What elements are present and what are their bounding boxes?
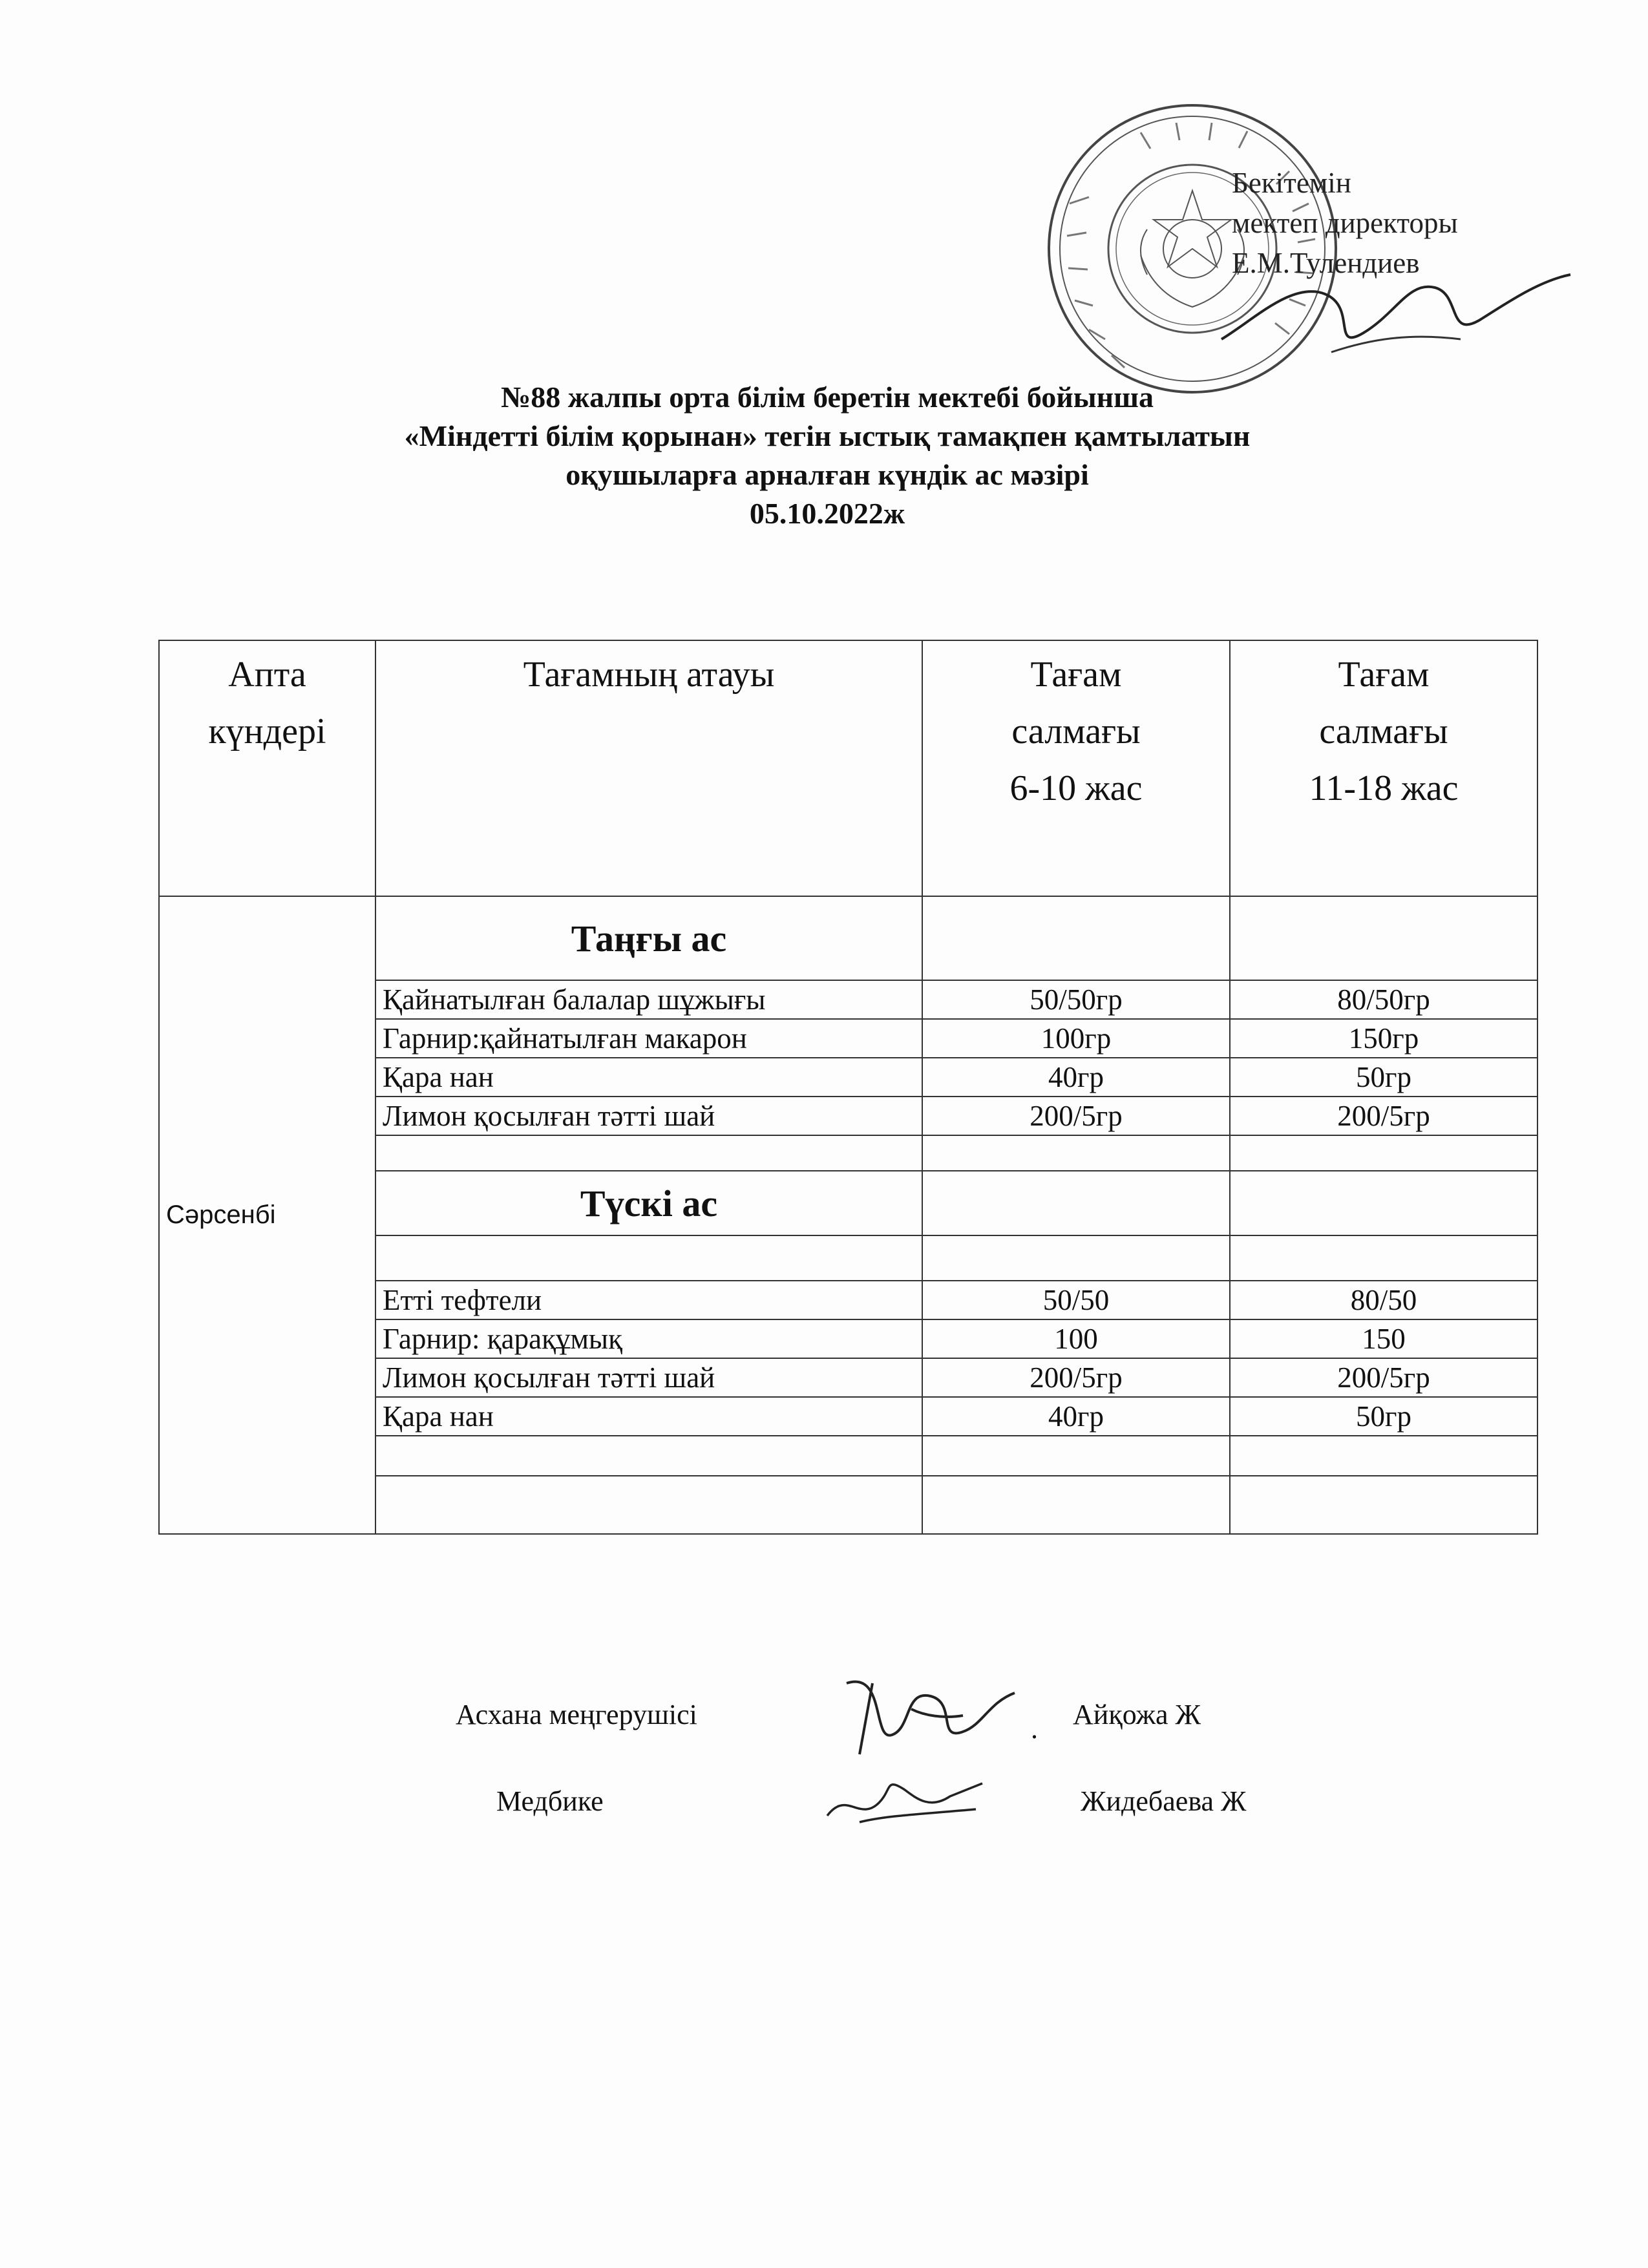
weight-11-18: 150 xyxy=(1230,1319,1537,1358)
dish-name: Гарнир:қайнатылған макарон xyxy=(375,1019,922,1058)
breakfast-title-row xyxy=(159,896,1537,980)
empty-cell xyxy=(922,1171,1230,1235)
header-w2-line1: Тағам xyxy=(1338,655,1430,695)
empty-cell xyxy=(1230,1476,1537,1534)
empty-cell xyxy=(922,1235,1230,1281)
menu-table xyxy=(158,640,1538,1535)
empty-cell xyxy=(375,1436,922,1476)
weight-6-10: 50/50 xyxy=(922,1281,1230,1319)
empty-cell xyxy=(375,1476,922,1534)
header-weight-11-18 xyxy=(1230,640,1537,896)
weight-6-10: 50/50гр xyxy=(922,980,1230,1019)
empty-cell xyxy=(375,1235,922,1281)
day-cell: Сәрсенбі xyxy=(159,896,375,1534)
separator-dot: . xyxy=(1031,1713,1038,1745)
empty-cell xyxy=(1230,896,1537,980)
empty-cell xyxy=(1230,1171,1537,1235)
header-w1-line1: Тағам xyxy=(1030,655,1122,695)
title-line-1: №88 жалпы орта білім беретін мектебі бойынша xyxy=(501,381,1154,414)
empty-cell xyxy=(375,1135,922,1171)
kitchen-head-role: Асхана меңгерушісі xyxy=(456,1699,697,1730)
weight-11-18: 50гр xyxy=(1230,1397,1537,1436)
header-w2-line2: салмағы xyxy=(1319,711,1448,751)
weight-11-18: 80/50 xyxy=(1230,1281,1537,1319)
empty-cell xyxy=(922,1135,1230,1171)
weight-6-10: 200/5гр xyxy=(922,1097,1230,1135)
empty-cell xyxy=(922,896,1230,980)
empty-cell xyxy=(1230,1235,1537,1281)
empty-cell xyxy=(1230,1135,1537,1171)
dish-name: Етті тефтели xyxy=(375,1281,922,1319)
header-day xyxy=(159,640,375,896)
kitchen-head-signature xyxy=(834,1664,1021,1761)
empty-cell xyxy=(922,1436,1230,1476)
weight-11-18: 80/50гр xyxy=(1230,980,1537,1019)
director-signature xyxy=(1215,242,1577,372)
dish-name: Гарнир: қарақұмық xyxy=(375,1319,922,1358)
weight-6-10: 100гр xyxy=(922,1019,1230,1058)
document-title xyxy=(194,378,1461,533)
title-line-3: оқушыларға арналған күндік ас мәзірі xyxy=(565,458,1089,491)
weight-6-10: 40гр xyxy=(922,1397,1230,1436)
weight-6-10: 100 xyxy=(922,1319,1230,1358)
title-line-2: «Міндетті білім қорынан» тегін ыстық тамақпен қамтылатын xyxy=(404,419,1251,452)
weight-11-18: 50гр xyxy=(1230,1058,1537,1097)
nurse-role: Медбике xyxy=(496,1785,604,1817)
meal-title-breakfast: Таңғы ас xyxy=(375,896,922,980)
weight-11-18: 150гр xyxy=(1230,1019,1537,1058)
title-date: 05.10.2022ж xyxy=(749,497,905,530)
approval-title: Бекітемін xyxy=(1232,167,1351,199)
weight-11-18: 200/5гр xyxy=(1230,1097,1537,1135)
approval-director-name: Е.М.Тулендиев xyxy=(1232,247,1420,279)
dish-name: Қара нан xyxy=(375,1058,922,1097)
dish-name: Қара нан xyxy=(375,1397,922,1436)
header-day-line2: күндері xyxy=(208,711,326,751)
dish-name: Қайнатылған балалар шұжығы xyxy=(375,980,922,1019)
header-w2-line3: 11-18 жас xyxy=(1309,768,1459,808)
header-row xyxy=(159,640,1537,896)
header-dish-name-text: Тағамның атауы xyxy=(523,655,775,695)
nurse-signature xyxy=(821,1764,989,1835)
nurse-name: Жидебаева Ж xyxy=(1081,1785,1247,1817)
header-weight-6-10 xyxy=(922,640,1230,896)
header-day-line1: Апта xyxy=(228,655,306,695)
header-dish-name xyxy=(375,640,922,896)
weight-6-10: 40гр xyxy=(922,1058,1230,1097)
dish-name: Лимон қосылған тәтті шай xyxy=(375,1097,922,1135)
kitchen-head-name: Айқожа Ж xyxy=(1073,1699,1201,1730)
header-w1-line3: 6-10 жас xyxy=(1009,768,1143,808)
dish-name: Лимон қосылған тәтті шай xyxy=(375,1358,922,1397)
empty-cell xyxy=(1230,1436,1537,1476)
weight-6-10: 200/5гр xyxy=(922,1358,1230,1397)
empty-cell xyxy=(922,1476,1230,1534)
header-w1-line2: салмағы xyxy=(1011,711,1141,751)
weight-11-18: 200/5гр xyxy=(1230,1358,1537,1397)
meal-title-lunch: Түскі ас xyxy=(375,1171,922,1235)
approval-position: мектеп директоры xyxy=(1232,207,1458,239)
